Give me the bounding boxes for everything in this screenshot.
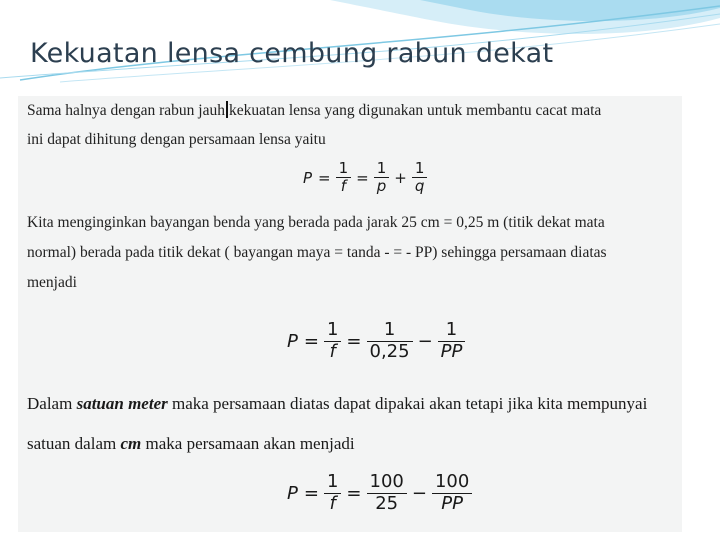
formula-equals: = (303, 330, 319, 352)
formula-fraction (412, 160, 428, 196)
fraction-denominator: q (414, 177, 425, 196)
fraction-denominator: 0,25 (369, 340, 410, 362)
formula-operator: − (417, 330, 433, 352)
lens-power-formula-cm (284, 472, 474, 514)
paragraph-1-line-2: ini dapat dihitung dengan persamaan lensa yaitu (27, 131, 326, 148)
fraction-numerator: 1 (412, 160, 428, 178)
formula-lhs: P (287, 482, 298, 504)
fraction-numerator: 1 (324, 320, 341, 342)
emphasis-cm: cm (120, 434, 142, 453)
formula-equals: = (346, 482, 362, 504)
fraction-numerator: 1 (336, 160, 352, 178)
formula-fraction (367, 472, 407, 514)
formula-fraction (324, 472, 341, 514)
formula-fraction (367, 320, 413, 362)
formula-equals: = (346, 330, 362, 352)
paragraph-3-text: maka persamaan akan menjadi (141, 434, 355, 453)
fraction-numerator: 100 (432, 472, 472, 494)
formula-operator: − (411, 482, 427, 504)
emphasis-satuan-meter: satuan meter (76, 394, 168, 413)
formula-equals: = (356, 168, 369, 187)
fraction-numerator: 100 (367, 472, 407, 494)
paragraph-3-text: satuan dalam (27, 434, 121, 453)
fraction-denominator: f (329, 492, 336, 514)
fraction-numerator: 1 (438, 320, 466, 342)
formula-fraction (432, 472, 472, 514)
fraction-numerator: 1 (374, 160, 390, 178)
fraction-numerator: 1 (324, 472, 341, 494)
formula-fraction (374, 160, 390, 196)
formula-equals: = (318, 168, 331, 187)
formula-equals: = (303, 482, 319, 504)
paragraph-2-line-1: Kita menginginkan bayangan benda yang berada pada jarak 25 cm = 0,25 m (titik dekat mata (27, 214, 605, 231)
fraction-numerator: 1 (367, 320, 413, 342)
fraction-denominator: p (376, 177, 387, 196)
fraction-denominator: PP (441, 492, 463, 514)
lens-power-formula (300, 160, 429, 196)
paragraph-1-text-a: Sama halnya dengan rabun jauh (27, 102, 225, 119)
paragraph-1-text-b: kekuatan lensa yang digunakan untuk membantu cacat mata (229, 102, 602, 119)
formula-lhs: P (287, 330, 298, 352)
fraction-denominator: PP (440, 340, 463, 362)
paragraph-3-line-1 (27, 394, 647, 414)
formula-fraction (336, 160, 352, 196)
paragraph-2-line-3: menjadi (27, 274, 77, 291)
paragraph-1-line-1 (27, 101, 601, 120)
paragraph-3-text: maka persamaan diatas dapat dipakai akan tetapi jika kita mempunyai (167, 394, 648, 413)
formula-fraction (438, 320, 466, 362)
text-cursor (226, 101, 228, 118)
fraction-denominator: f (340, 177, 347, 196)
paragraph-3-text: Dalam (27, 394, 77, 413)
formula-fraction (324, 320, 341, 362)
fraction-denominator: 25 (375, 492, 399, 514)
slide-title: Kekuatan lensa cembung rabun dekat (30, 38, 554, 69)
formula-lhs: P (303, 168, 313, 187)
lens-power-formula-meter (284, 320, 467, 362)
formula-operator: + (394, 168, 407, 187)
fraction-denominator: f (329, 340, 336, 362)
paragraph-2-line-2: normal) berada pada titik dekat ( bayangan maya = tanda - = - PP) sehingga persamaan diatas (27, 244, 607, 261)
paragraph-3-line-2 (27, 434, 355, 454)
